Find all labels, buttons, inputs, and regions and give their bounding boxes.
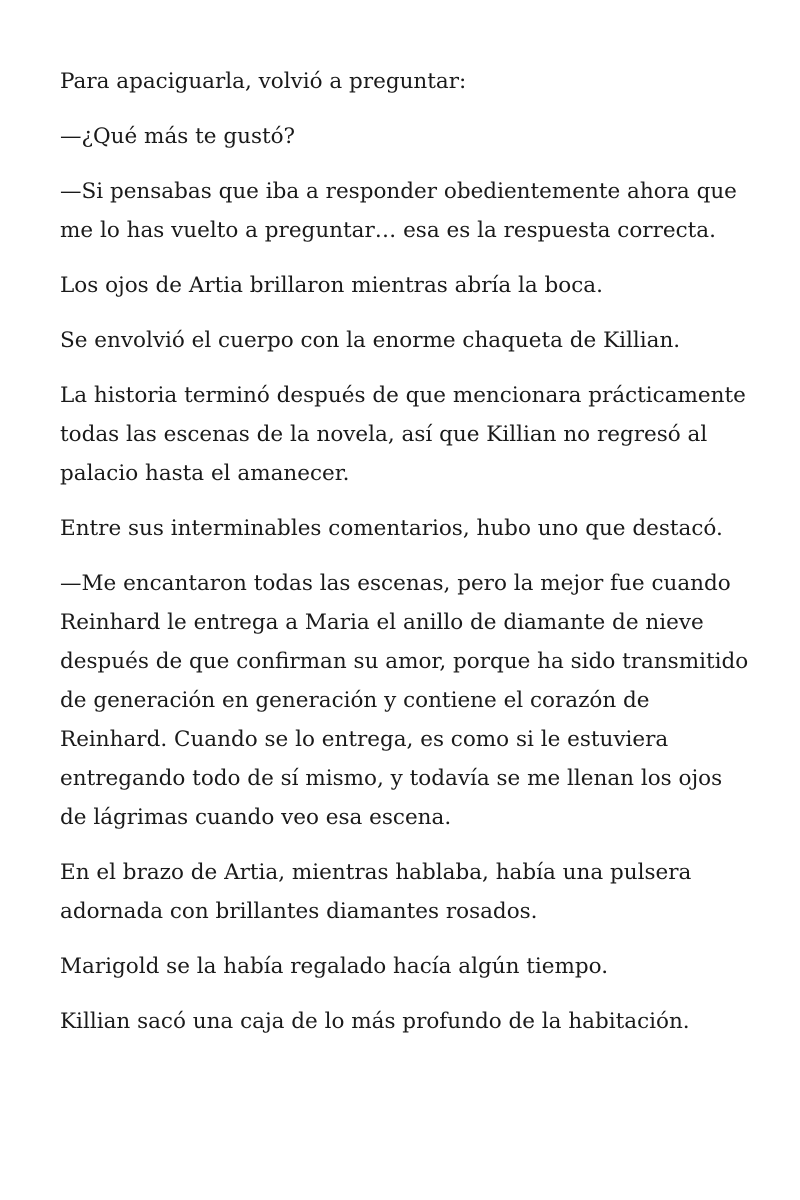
paragraph: Los ojos de Artia brillaron mientras abría la boca. xyxy=(60,273,603,298)
paragraph: Marigold se la había regalado hacía algún tiempo. xyxy=(60,954,609,979)
paragraph: En el brazo de Artia, mientras hablaba, había una pulsera adornada con brillantes diamantes rosados. xyxy=(60,860,692,924)
paragraph: Killian sacó una caja de lo más profundo de la habitación. xyxy=(60,1009,690,1034)
paragraph: —Si pensabas que iba a responder obedientemente ahora que me lo has vuelto a preguntar… esa es la respuesta correcta. xyxy=(60,179,737,243)
paragraph: —¿Qué más te gustó? xyxy=(60,124,296,149)
paragraph: Para apaciguarla, volvió a preguntar: xyxy=(60,69,467,94)
paragraph: Se envolvió el cuerpo con la enorme chaqueta de Killian. xyxy=(60,328,681,353)
document-page xyxy=(60,62,750,1057)
paragraph: —Me encantaron todas las escenas, pero la mejor fue cuando Reinhard le entrega a Maria el anillo de diamante de nieve después de que confirman su amor, porque ha sido transmitido de generación en generación y contiene el corazón de Reinhard. Cuando se lo entrega, es como si le estuviera entregando todo de sí mismo, y todavía se me llenan los ojos de lágrimas cuando veo esa escena. xyxy=(60,571,749,830)
paragraph: La historia terminó después de que mencionara prácticamente todas las escenas de la novela, así que Killian no regresó al palacio hasta el amanecer. xyxy=(60,383,746,486)
paragraph: Entre sus interminables comentarios, hubo uno que destacó. xyxy=(60,516,723,541)
